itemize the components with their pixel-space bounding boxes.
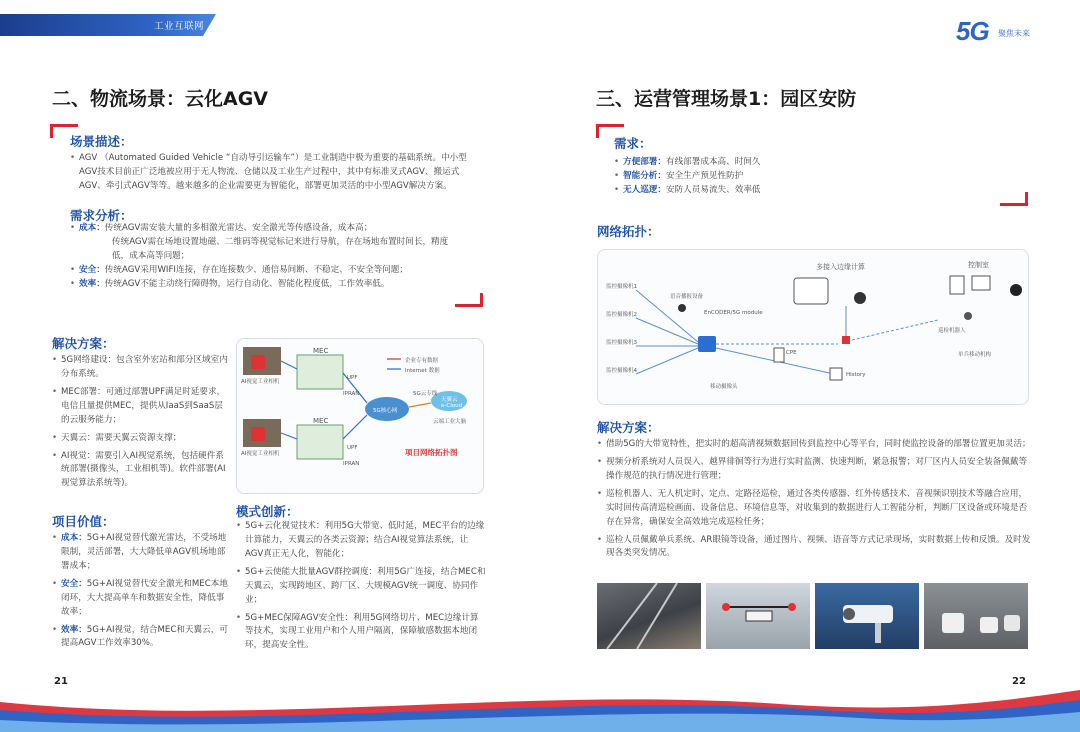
cpe-icon (774, 348, 784, 362)
value-heading: 项目价值： (52, 514, 115, 529)
page-number-left: 21 (54, 676, 68, 687)
list-item: • AI视觉：需要引入AI视觉系统，包括硬件系统部署(摄像头，工业相机等)。软件部署(AI视觉算法系统等)。 (52, 450, 228, 492)
camera-label-1: AI视觉工业相机 (241, 379, 280, 385)
logo-5g-text: 5G (956, 16, 989, 46)
link-line (636, 318, 698, 344)
mode-heading: 模式创新： (236, 504, 299, 519)
ipran-label-1: IPRAN (343, 391, 360, 397)
right-page-title: 三、运营管理场景1：园区安防 (596, 88, 857, 110)
legend-private: 企业专有数据 (405, 358, 439, 364)
list-item: • 视频分析系统对人员误入、越界徘徊等行为进行实时监测、快速判断，紧急报警；对厂区内人员安全装备佩戴等操作规范的执行情况进行管理； (597, 456, 1031, 484)
list-item: • 5G+MEC保障AGV安全性：利用5G网络切片、MEC边缘计算等技术，实现工业用户和个人用户隔离，保障敏感数据本地闭环，提高安全性。 (236, 612, 486, 654)
camera-label: 监控摄像机4 (606, 368, 637, 374)
tianyi-label: 天翼云 (441, 397, 458, 403)
ipran-label-2: IPRAN (343, 461, 360, 467)
list-item: • 巡检人员佩戴单兵系统、AR眼镜等设备，通过图片、视频、语音等方式记录现场，实时数据上传和反馈。及时发现各类突发情况。 (597, 534, 1031, 562)
mec-label-2: MEC (313, 417, 329, 425)
history-db-icon (830, 368, 842, 380)
list-item: • 无人巡逻：安防人员易流失、效率低 (614, 184, 914, 198)
needs-heading: 需求分析： (70, 208, 133, 223)
photo-inspection-track (597, 583, 701, 649)
link-line (281, 433, 297, 439)
camera-label: 监控摄像机2 (606, 312, 637, 318)
track-lines (597, 583, 701, 649)
camera-label-2: AI视觉工业相机 (241, 451, 280, 457)
link-line (636, 348, 698, 374)
scene-heading: 场景描述： (70, 134, 133, 149)
section-tag: 工业互联网 (154, 21, 205, 32)
mec-label-1: MEC (313, 347, 329, 355)
history-label: History (846, 372, 866, 378)
left-page-title: 二、物流场景：云化AGV (52, 88, 269, 110)
red-corner-decoration (1000, 192, 1028, 206)
page-number-right: 22 (1012, 676, 1026, 687)
diagram-caption: 项目网络拓扑图 (405, 448, 458, 457)
monitor-icon (972, 276, 990, 290)
scene-text: • AGV （Automated Guided Vehicle “自动导引运输车”）是工业制造中极为重要的基础系统。中小型AGV技术目前正广泛地被应用于无人物流、仓储以及工业生产过程中，其中有标准叉式AGV、搬运式AGV、牵引式AGV等等。越来越多的企业需要更为智能化，部署更加灵活的中小型AGV解决方案。 (70, 152, 482, 194)
gamepad-icon (1010, 284, 1022, 296)
logo-subtitle: 聚焦未来 (998, 29, 1030, 38)
gear-icon (854, 292, 866, 304)
topology-heading: 网络拓扑： (597, 224, 660, 239)
upf-label-1: UPF (347, 375, 358, 381)
solution-list (52, 354, 228, 491)
list-item: • 5G+云化视觉技术：利用5G大带宽、低时延，MEC平台的边缘计算能力，天翼云的各类云资源；结合AI视觉算法系统，让AGV真正无人化，智能化； (236, 520, 486, 562)
right-solution-list (597, 438, 1031, 561)
list-item: • 安全：5G+AI视觉替代安全激光和MEC本地闭环，大大提高单车和数据安全性，降低事故率； (52, 578, 228, 620)
encoder-module-icon (698, 336, 716, 352)
agv-network-diagram (236, 338, 484, 494)
edge-compute-label: 多接入边缘计算 (816, 263, 865, 271)
photo-cctv-camera (815, 583, 919, 649)
security-topology-diagram (597, 249, 1029, 405)
list-item: • 成本：传统AGV需安装大量的多相激光雷达、安全激光等传感设备，成本高； (70, 222, 482, 236)
edge-server-icon (794, 278, 828, 304)
cpe-label: CPE (786, 350, 797, 356)
list-item-continuation: 传统AGV需在场地设置地磁、二维码等视觉标记来进行导航，存在场地布置时间长，精度 (112, 236, 449, 247)
list-item: • 效率：传统AGV不能主动绕行障碍物，运行自动化、智能化程度低，工作效率低。 (70, 278, 482, 292)
mec-box-2 (297, 425, 343, 459)
link-line (343, 415, 367, 439)
camera-label: 监控摄像机1 (606, 284, 637, 290)
needs-list (70, 222, 482, 292)
camera-shape (815, 583, 919, 649)
list-item: • 效率：5G+AI视觉，结合MEC和天翼云，可提高AGV工作效率30%。 (52, 624, 228, 652)
photo-drone (706, 583, 810, 649)
photo-patrol-robots (924, 583, 1028, 649)
speaker-icon (678, 304, 686, 312)
control-room-label: 控制室 (968, 261, 989, 269)
footer-wave (0, 680, 1080, 732)
brand-logo (956, 16, 989, 47)
robots-shape (924, 583, 1028, 649)
cloud-link-label: 5G云专线 (413, 391, 438, 397)
red-corner-decoration (455, 293, 483, 307)
camera-label: 监控摄像机3 (606, 340, 637, 346)
agv-body-1 (251, 355, 265, 369)
legend-internet: Internet 数据 (405, 368, 440, 374)
handheld-label: 单兵移动机构 (958, 352, 992, 358)
broadcast-label: 语音播报设备 (670, 294, 704, 300)
agv-body-2 (251, 427, 265, 441)
pc-icon (950, 276, 964, 294)
scene-description (70, 152, 482, 194)
list-item: • 巡检机器人、无人机定时、定点、定路径巡检，通过各类传感器、红外传感技术、音视频识别技术等融合应用，实时回传高清巡检画面、设备信息、环境信息等，对收集到的数据进行人工智能分析，判断厂区设备或环境是否存在异常，确保安全高效地完成巡检任务； (597, 488, 1031, 530)
mode-list (236, 520, 486, 653)
value-list (52, 532, 228, 651)
list-item: • 5G网络建设：包含室外宏站和部分区域室内分布系统。 (52, 354, 228, 382)
list-item: • MEC部署：可通过部署UPF满足时延要求，电信且量提供MEC，提供从IaaS到SaaS层的云服务能力； (52, 386, 228, 428)
drone-shape (706, 583, 810, 649)
list-item: • 借助5G的大带宽特性，把实时的超高清视频数据回传到监控中心等平台，同时使监控设备的部署位置更加灵活； (597, 438, 1031, 452)
link-line (409, 403, 431, 407)
person-icon (964, 312, 972, 320)
antenna-icon (842, 336, 850, 344)
solution-heading: 解决方案： (52, 336, 115, 351)
list-item: • 智能分析：安全生产预见性防护 (614, 170, 914, 184)
list-item: • 天翼云：需要天翼云资源支撑； (52, 432, 228, 446)
link-line (852, 320, 938, 340)
link-line (281, 361, 297, 369)
need-list (614, 156, 914, 198)
tianyi-en-label: e-Cloud (441, 403, 463, 409)
right-solution-heading: 解决方案： (597, 420, 660, 435)
cloud-platform-label: 云端工业大脑 (433, 419, 467, 425)
list-item: • 方便部署：有线部署成本高、时间久 (614, 156, 914, 170)
mobile-cam-label: 移动摄像头 (710, 384, 738, 390)
list-item: • 5G+云使能大批量AGV群控调度：利用5G广连接，结合MEC和天翼云，实现跨地区、跨厂区、大规模AGV统一调度、协同作业； (236, 566, 486, 608)
core-network-label: 5G核心网 (373, 408, 398, 414)
upf-label-2: UPF (347, 445, 358, 451)
list-item: • 成本：5G+AI视觉替代激光雷达，不受场地限制，灵活部署，大大降低单AGV机场地部署成本； (52, 532, 228, 574)
need-heading: 需求： (614, 136, 652, 151)
module-label: EnCODER/5G module (704, 310, 763, 316)
patrol-label: 巡检机器人 (938, 328, 966, 334)
list-item-continuation: 低，成本高等问题； (112, 250, 190, 261)
mec-box-1 (297, 355, 343, 389)
list-item: • 安全：传统AGV采用WIFI连接，存在连接数少、通信易间断、不稳定、不安全等问题； (70, 264, 482, 278)
